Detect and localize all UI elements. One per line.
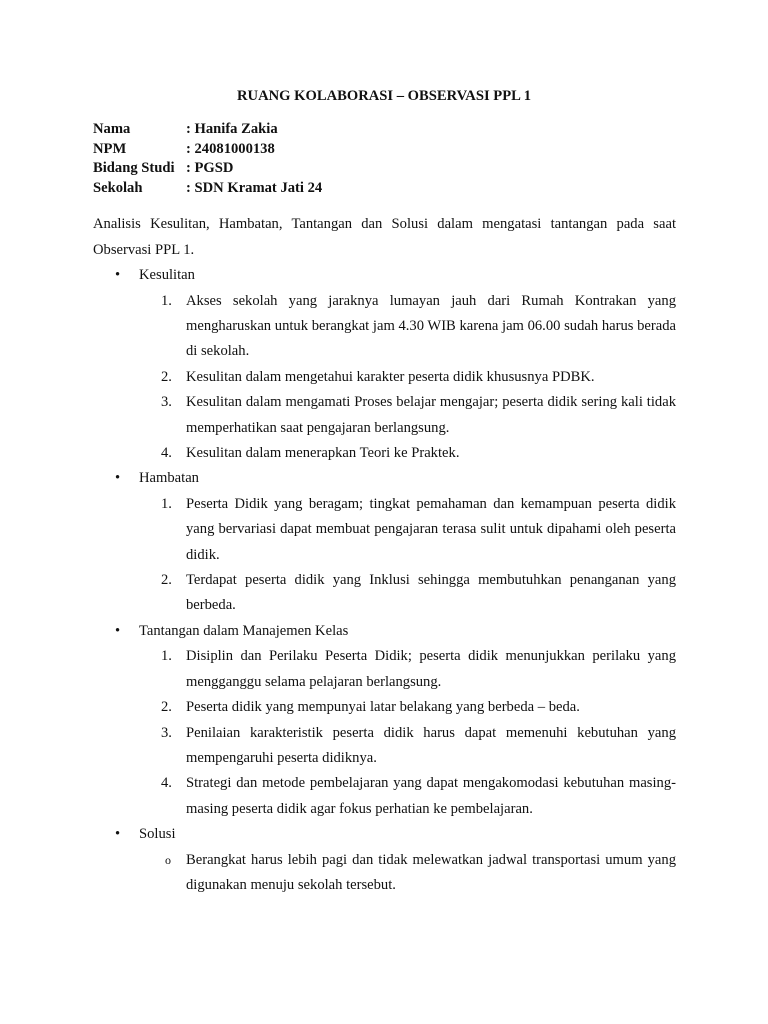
identity-value: : SDN Kramat Jati 24 bbox=[186, 179, 323, 196]
identity-label: Bidang Studi bbox=[93, 160, 175, 176]
identity-row-sekolah bbox=[93, 179, 322, 199]
intro-paragraph: Analisis Kesulitan, Hambatan, Tantangan dan Solusi dalam mengatasi tantangan pada saat Observasi PPL 1. bbox=[93, 216, 676, 258]
identity-row-nama bbox=[93, 120, 322, 140]
numbered-list bbox=[93, 289, 676, 467]
list-number: 2. bbox=[161, 572, 172, 589]
list-item bbox=[93, 721, 676, 772]
list-number: 3. bbox=[161, 394, 172, 411]
document-body bbox=[93, 212, 676, 899]
numbered-list bbox=[93, 644, 676, 822]
identity-label: Sekolah bbox=[93, 179, 143, 196]
list-item-text: Kesulitan dalam mengamati Proses belajar mengajar; peserta didik sering kali tidak memperhatikan saat pengajaran berlangsung. bbox=[186, 394, 676, 436]
list-item-text: Kesulitan dalam mengetahui karakter peserta didik khususnya PDBK. bbox=[186, 368, 595, 385]
section-kesulitan bbox=[93, 263, 676, 466]
list-item bbox=[93, 644, 676, 695]
list-item-text: Berangkat harus lebih pagi dan tidak melewatkan jadwal transportasi umum yang digunakan menuju sekolah tersebut. bbox=[186, 851, 676, 894]
document-title: RUANG KOLABORASI – OBSERVASI PPL 1 bbox=[237, 88, 531, 104]
section-heading bbox=[93, 822, 676, 848]
identity-row-bidang-studi bbox=[93, 159, 322, 179]
list-number: 4. bbox=[161, 775, 172, 792]
identity-label: Nama bbox=[93, 121, 131, 137]
list-item-text: Peserta Didik yang beragam; tingkat pemahaman dan kemampuan peserta didik yang bervariasi dapat membuat pengajaran terasa sulit untuk dipahami oleh peserta didik. bbox=[186, 495, 676, 563]
list-item-text: Peserta didik yang mempunyai latar belakang yang berbeda – beda. bbox=[186, 699, 580, 716]
list-item bbox=[93, 771, 676, 822]
list-number: 4. bbox=[161, 444, 172, 461]
bullet-icon: • bbox=[115, 622, 121, 639]
identity-row-npm bbox=[93, 140, 322, 160]
identity-value: : PGSD bbox=[186, 160, 234, 176]
bullet-icon: • bbox=[115, 267, 121, 283]
section-tantangan bbox=[93, 619, 676, 822]
section-heading bbox=[93, 466, 676, 492]
list-item bbox=[93, 492, 676, 568]
circle-bullet-icon: o bbox=[165, 852, 171, 867]
section-heading-text: Hambatan bbox=[139, 470, 199, 487]
section-heading-text: Solusi bbox=[139, 826, 176, 843]
list-item bbox=[93, 695, 676, 720]
list-item-text: Kesulitan dalam menerapkan Teori ke Praktek. bbox=[186, 444, 460, 461]
numbered-list bbox=[93, 492, 676, 619]
list-item bbox=[93, 289, 676, 365]
identity-block bbox=[93, 120, 322, 198]
section-heading-text: Tantangan dalam Manajemen Kelas bbox=[139, 622, 349, 639]
bullet-icon: • bbox=[115, 826, 121, 843]
section-heading bbox=[93, 263, 676, 289]
sub-bullet-list bbox=[93, 848, 676, 899]
section-heading bbox=[93, 619, 676, 645]
list-number: 3. bbox=[161, 724, 172, 741]
list-item-text: Akses sekolah yang jaraknya lumayan jauh dari Rumah Kontrakan yang mengharuskan untuk berangkat jam 4.30 WIB karena jam 06.00 sudah harus berada di sekolah. bbox=[186, 292, 676, 360]
bullet-icon: • bbox=[115, 470, 121, 487]
list-item bbox=[93, 390, 676, 441]
list-item bbox=[93, 848, 676, 899]
list-item-text: Strategi dan metode pembelajaran yang dapat mengakomodasi kebutuhan masing-masing peserta didik agar fokus perhatian ke pembelajaran. bbox=[186, 775, 676, 817]
section-solusi bbox=[93, 822, 676, 898]
list-number: 1. bbox=[161, 292, 172, 309]
section-heading-text: Kesulitan bbox=[139, 267, 195, 283]
list-item-text: Penilaian karakteristik peserta didik harus dapat memenuhi kebutuhan yang mempengaruhi peserta didiknya. bbox=[186, 724, 676, 766]
list-item bbox=[93, 441, 676, 466]
list-item bbox=[93, 365, 676, 390]
list-number: 1. bbox=[161, 648, 172, 665]
list-item-text: Terdapat peserta didik yang Inklusi sehingga membutuhkan penanganan yang berbeda. bbox=[186, 572, 676, 614]
identity-value: : 24081000138 bbox=[186, 140, 275, 157]
list-number: 2. bbox=[161, 368, 172, 385]
list-number: 1. bbox=[161, 495, 172, 512]
list-number: 2. bbox=[161, 699, 172, 716]
list-item-text: Disiplin dan Perilaku Peserta Didik; peserta didik menunjukkan perilaku yang mengganggu selama pelajaran berlangsung. bbox=[186, 648, 676, 690]
section-hambatan bbox=[93, 466, 676, 619]
list-item bbox=[93, 568, 676, 619]
identity-value: : Hanifa Zakia bbox=[186, 121, 278, 137]
identity-label: NPM bbox=[93, 140, 127, 157]
